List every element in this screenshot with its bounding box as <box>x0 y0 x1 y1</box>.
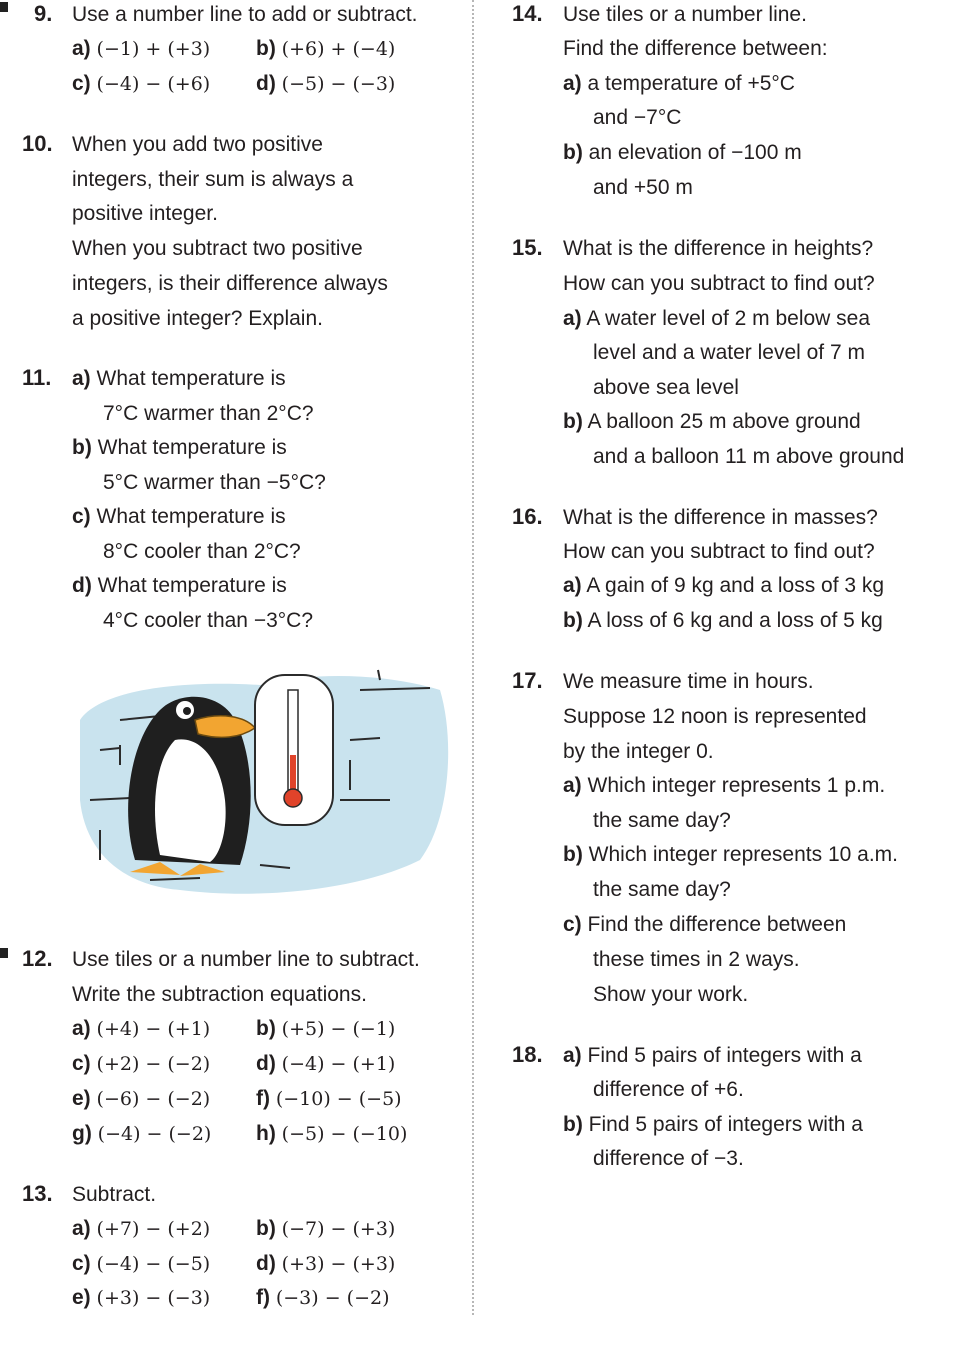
question-13-item-c: c) (−4) − (−5) <box>72 1252 211 1275</box>
question-12-item-b: b) (+5) − (−1) <box>256 1017 396 1040</box>
question-16-part-a: a) A gain of 9 kg and a loss of 3 kg <box>563 574 885 597</box>
question-12-item-g: g) (−4) − (−2) <box>72 1122 212 1145</box>
question-number-12: 12. <box>22 946 53 971</box>
question-10-line: positive integer. <box>72 202 218 225</box>
question-15-line: How can you subtract to find out? <box>563 272 875 295</box>
question-12-item-h: h) (−5) − (−10) <box>256 1122 408 1145</box>
question-10-line: integers, their sum is always a <box>72 168 354 191</box>
question-9-item-c: c) (−4) − (+6) <box>72 72 211 95</box>
question-10-line: a positive integer? Explain. <box>72 307 323 330</box>
question-9-item-b: b) (+6) + (−4) <box>256 37 396 60</box>
question-17-part-a: a) Which integer represents 1 p.m. <box>563 774 886 797</box>
question-11-part-a: a) What temperature is <box>72 367 286 390</box>
question-17-line: We measure time in hours. <box>563 670 814 693</box>
question-12-item-c: c) (+2) − (−2) <box>72 1052 211 1075</box>
question-13-item-a: a) (+7) − (+2) <box>72 1217 211 1240</box>
penguin-thermometer-illustration <box>60 650 480 920</box>
thermometer-bulb <box>284 789 302 807</box>
question-14-part-a-line2: and −7°C <box>593 106 682 129</box>
question-13-prompt: Subtract. <box>72 1183 157 1206</box>
question-12-item-f: f) (−10) − (−5) <box>256 1087 402 1110</box>
question-18-part-a: a) Find 5 pairs of integers with a <box>563 1044 862 1067</box>
question-17-part-c: c) Find the difference between <box>563 913 847 936</box>
question-number-14: 14. <box>512 1 543 26</box>
question-12-line: Use tiles or a number line to subtract. <box>72 948 420 971</box>
question-18-part-b-line: difference of −3. <box>593 1147 744 1170</box>
question-12-item-d: d) (−4) − (+1) <box>256 1052 396 1075</box>
question-9-prompt: Use a number line to add or subtract. <box>72 3 418 26</box>
question-11-part-b: b) What temperature is <box>72 436 287 459</box>
question-15-line: What is the difference in heights? <box>563 237 874 260</box>
question-11-part-d-line2: 4°C cooler than −3°C? <box>103 609 313 632</box>
question-15-part-b-line: and a balloon 11 m above ground <box>593 445 905 468</box>
question-15-part-a: a) A water level of 2 m below sea <box>563 307 871 330</box>
question-number-11: 11. <box>22 365 52 390</box>
question-10-line: When you add two positive <box>72 133 323 156</box>
question-14-part-b-line2: and +50 m <box>593 176 693 199</box>
question-number-17: 17. <box>512 668 543 693</box>
question-11-part-c: c) What temperature is <box>72 505 286 528</box>
question-15-part-a-line: above sea level <box>593 376 739 399</box>
question-12-line: Write the subtraction equations. <box>72 983 367 1006</box>
left-column <box>0 0 470 1353</box>
question-12-item-e: e) (−6) − (−2) <box>72 1087 211 1110</box>
question-10-line: When you subtract two positive <box>72 237 363 260</box>
question-15-part-a-line: level and a water level of 7 m <box>593 341 865 364</box>
question-13-item-e: e) (+3) − (−3) <box>72 1286 211 1309</box>
question-14-part-a: a) a temperature of +5°C <box>563 72 795 95</box>
question-9-item-a: a) (−1) + (+3) <box>72 37 211 60</box>
question-14-line: Use tiles or a number line. <box>563 3 807 26</box>
question-17-part-b-line: the same day? <box>593 878 731 901</box>
question-16-part-b: b) A loss of 6 kg and a loss of 5 kg <box>563 609 883 632</box>
question-13-item-b: b) (−7) − (+3) <box>256 1217 396 1240</box>
question-17-line: Suppose 12 noon is represented <box>563 705 867 728</box>
question-16-line: How can you subtract to find out? <box>563 540 875 563</box>
question-17-part-c-line: these times in 2 ways. <box>593 948 800 971</box>
question-16-line: What is the difference in masses? <box>563 506 878 529</box>
question-number-9: 9. <box>34 1 53 26</box>
question-13-item-f: f) (−3) − (−2) <box>256 1286 390 1309</box>
thermometer-mercury <box>290 755 296 793</box>
margin-marker <box>0 948 8 958</box>
question-12-item-a: a) (+4) − (+1) <box>72 1017 211 1040</box>
question-number-16: 16. <box>512 504 543 529</box>
question-number-13: 13. <box>22 1181 53 1206</box>
question-17-line: by the integer 0. <box>563 740 714 763</box>
question-18-part-b: b) Find 5 pairs of integers with a <box>563 1113 863 1136</box>
question-15-part-b: b) A balloon 25 m above ground <box>563 410 861 433</box>
question-11-part-b-line2: 5°C warmer than −5°C? <box>103 471 326 494</box>
right-column <box>478 0 962 1353</box>
question-11-part-a-line2: 7°C warmer than 2°C? <box>103 402 314 425</box>
question-17-part-c-line: Show your work. <box>593 983 749 1006</box>
question-10-line: integers, is their difference always <box>72 272 388 295</box>
question-9-item-d: d) (−5) − (−3) <box>256 72 396 95</box>
question-11-part-c-line2: 8°C cooler than 2°C? <box>103 540 301 563</box>
question-17-part-a-line: the same day? <box>593 809 731 832</box>
question-14-line: Find the difference between: <box>563 37 828 60</box>
question-14-part-b: b) an elevation of −100 m <box>563 141 802 164</box>
question-11-part-d: d) What temperature is <box>72 574 287 597</box>
question-18-part-a-line: difference of +6. <box>593 1078 744 1101</box>
question-number-18: 18. <box>512 1042 543 1067</box>
question-number-10: 10. <box>22 131 53 156</box>
penguin-pupil <box>183 707 191 715</box>
question-17-part-b: b) Which integer represents 10 a.m. <box>563 843 898 866</box>
question-13-item-d: d) (+3) − (+3) <box>256 1252 396 1275</box>
question-number-15: 15. <box>512 235 543 260</box>
margin-marker <box>0 2 8 12</box>
